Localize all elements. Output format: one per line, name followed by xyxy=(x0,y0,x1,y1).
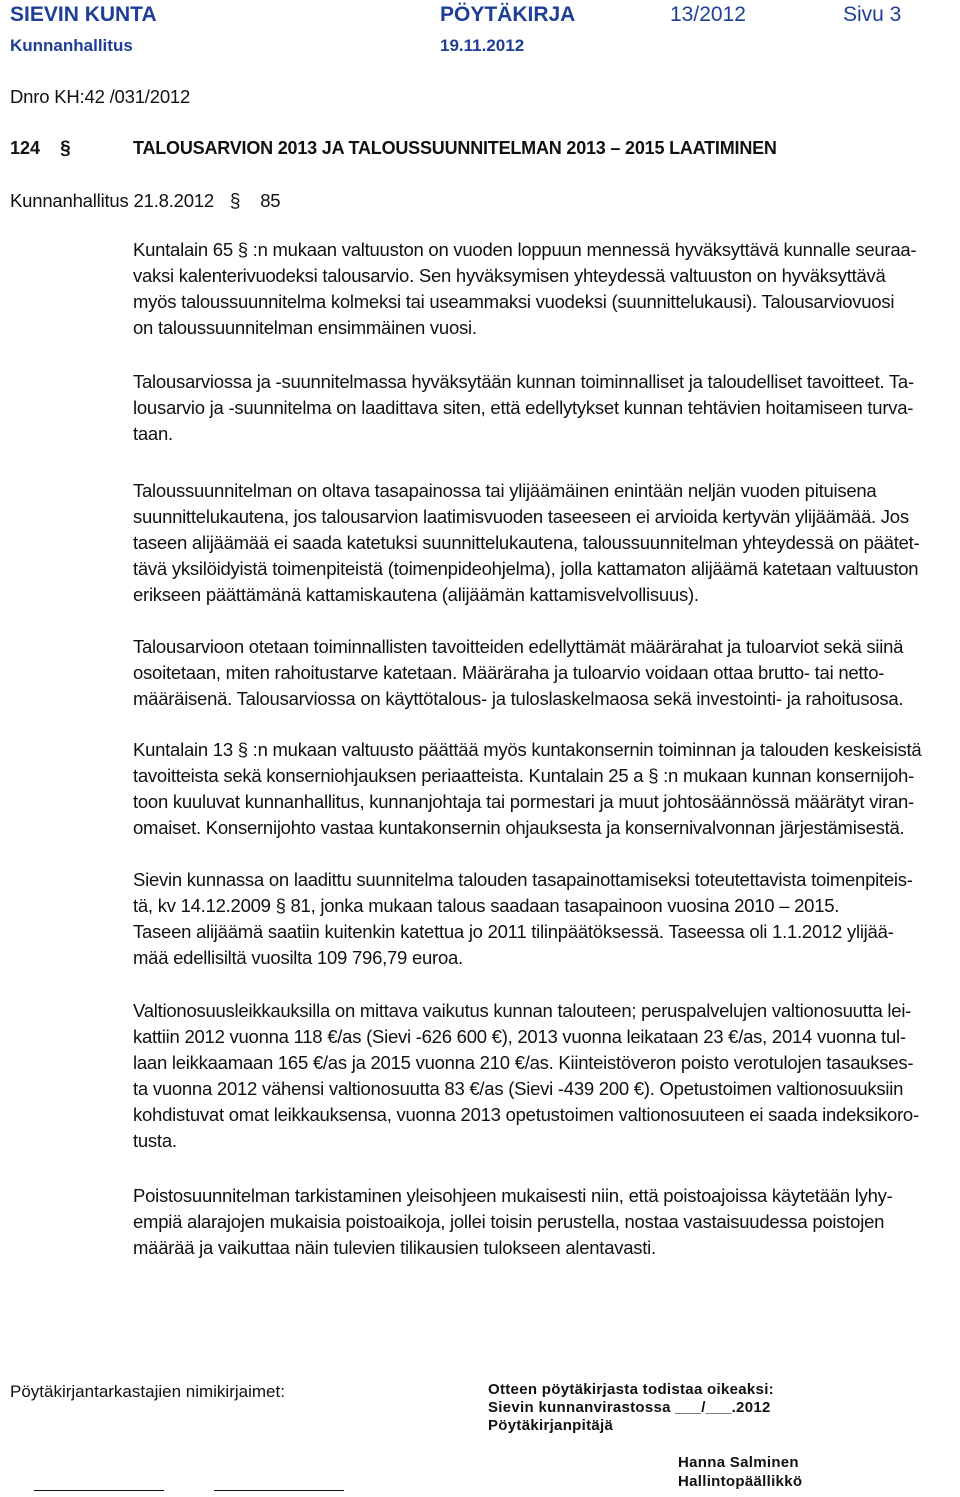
meeting-date: 19.11.2012 xyxy=(440,36,525,55)
paragraph-line: ta vuonna 2012 vähensi valtionosuutta 83 €/as (Sievi -439 200 €). Opetustoimen valtionosuuksiin xyxy=(133,1078,904,1099)
dnro: Dnro KH:42 /031/2012 xyxy=(10,86,191,107)
org-name: SIEVIN KUNTA xyxy=(10,3,157,26)
paragraph-line: tä, kv 14.12.2009 § 81, jonka mukaan talous saadaan tasapainoon vuosina 2010 – 2015. xyxy=(133,895,840,916)
paragraph-5 xyxy=(133,737,953,841)
paragraph-1 xyxy=(133,237,953,341)
paragraph-line: määräisenä. Talousarviossa on käyttötalous- ja tuloslaskelmaosa sekä investointi- ja rahoitusosa. xyxy=(133,688,904,709)
paragraph-line: kattiin 2012 vuonna 118 €/as (Sievi -626 600 €), 2013 vuonna leikataan 23 €/as, 2014 vuonna tul- xyxy=(133,1026,906,1047)
section-symbol: § xyxy=(229,191,241,212)
signer-role: Hallintopäällikkö xyxy=(678,1473,803,1490)
paragraph-line: lousarvio ja -suunnitelma on laadittava siten, että edellytykset kunnan tehtävien hoitamiseen turva- xyxy=(133,397,914,418)
paragraph-line: tavoitteista sekä konserniohjauksen periaatteista. Kuntalain 25 a § :n mukaan kunnan konsernijoh- xyxy=(133,765,915,786)
office-date-line: Sievin kunnanvirastossa ___/___.2012 xyxy=(488,1399,771,1416)
paragraph-line: Valtionosuusleikkauksilla on mittava vaikutus kunnan talouteen; peruspalvelujen valtionosuutta lei- xyxy=(133,1000,912,1021)
paragraph-line: mää edellisiltä vuosilta 109 796,79 euroa. xyxy=(133,947,463,968)
paragraph-line: Kuntalain 13 § :n mukaan valtuusto päättää myös kuntakonsernin toiminnan ja talouden keskeisistä xyxy=(133,739,922,760)
paragraph-line: Taloussuunnitelman on oltava tasapainossa tai ylijäämäinen enintään neljän vuoden pituisena xyxy=(133,480,877,501)
paragraph-line: Kuntalain 65 § :n mukaan valtuuston on vuoden loppuun mennessä hyväksyttävä kunnalle seuraa- xyxy=(133,239,917,260)
paragraph-line: myös taloussuunnitelma kolmeksi tai useammaksi vuodeksi (suunnittelukausi). Talousarviovuosi xyxy=(133,291,895,312)
previous-reference-date: Kunnanhallitus 21.8.2012 xyxy=(10,190,215,211)
certification-text: Otteen pöytäkirjasta todistaa oikeaksi: xyxy=(488,1381,774,1398)
paragraph-line: Talousarvioon otetaan toiminnallisten tavoitteiden edellyttämät määrärahat ja tuloarviot sekä siinä xyxy=(133,636,904,657)
section-number: 124 xyxy=(10,138,41,158)
paragraph-line: omaiset. Konsernijohto vastaa kuntakonsernin ohjauksesta ja konsernivalvonnan järjestämisestä. xyxy=(133,817,905,838)
checkers-initials-label: Pöytäkirjantarkastajien nimikirjaimet: xyxy=(10,1382,285,1401)
paragraph-line: suunnittelukautena, jos talousarvion laatimisvuoden taseeseen ei arvioida kertyvän ylijäämää. Jos xyxy=(133,506,909,527)
paragraph-line: tusta. xyxy=(133,1130,177,1151)
section-title: TALOUSARVION 2013 JA TALOUSSUUNNITELMAN 2013 – 2015 LAATIMINEN xyxy=(133,138,777,158)
section-heading xyxy=(10,138,71,160)
paragraph-2 xyxy=(133,369,953,447)
paragraph-line: toon kuuluvat kunnanhallitus, kunnanjohtaja tai pormestari ja muut johtosäännössä määrätyt viran- xyxy=(133,791,914,812)
paragraph-line: taan. xyxy=(133,423,173,444)
paragraph-line: Taseen alijäämä saatiin kuitenkin katettua jo 2011 tilinpäätöksessä. Taseessa oli 1.1.2012 ylijää- xyxy=(133,921,894,942)
paragraph-line: Poistosuunnitelman tarkistaminen yleisohjeen mukaisesti niin, että poistoajoissa käytetään lyhy- xyxy=(133,1185,893,1206)
section-symbol: § xyxy=(60,138,71,159)
paragraph-8 xyxy=(133,1183,953,1261)
previous-reference xyxy=(10,190,280,213)
paragraph-line: osoitetaan, miten rahoitustarve katetaan. Määräraha ja tuloarvio voidaan ottaa brutto- tai netto- xyxy=(133,662,885,683)
signer-name: Hanna Salminen xyxy=(678,1454,799,1471)
paragraph-4 xyxy=(133,634,953,712)
paragraph-6 xyxy=(133,867,953,971)
paragraph-line: taseen alijäämää ei saada katetuksi suunnittelukautena, taloussuunnitelman yhteydessä on päätet- xyxy=(133,532,920,553)
paragraph-7 xyxy=(133,998,953,1154)
paragraph-line: erikseen päättämänä kattamiskautena (alijäämän kattamisvelvollisuus). xyxy=(133,584,699,605)
paragraph-line: määrää ja vaikuttaa näin tulevien tilikausien tulokseen alentavasti. xyxy=(133,1237,656,1258)
paragraph-line: vaksi kalenterivuodeksi talousarvio. Sen hyväksymisen yhteydessä valtuuston on hyväksyttävä xyxy=(133,265,886,286)
paragraph-line: tävä yksilöidyistä toimenpiteistä (toimenpideohjelma), jolla kattamaton alijäämä katetaan valtuuston xyxy=(133,558,919,579)
page-number: Sivu 3 xyxy=(843,3,902,26)
keeper-label: Pöytäkirjanpitäjä xyxy=(488,1417,614,1434)
paragraph-line: Talousarviossa ja -suunnitelmassa hyväksytään kunnan toiminnalliset ja taloudelliset tavoitteet. Ta- xyxy=(133,371,914,392)
paragraph-line: Sievin kunnassa on laadittu suunnitelma talouden tasapainottamiseksi toteutettavista toimenpiteis- xyxy=(133,869,913,890)
doc-type: PÖYTÄKIRJA xyxy=(440,3,576,26)
previous-reference-section: 85 xyxy=(260,190,281,211)
paragraph-line: on taloussuunnitelman ensimmäinen vuosi. xyxy=(133,317,477,338)
paragraph-line: kohdistuvat omat leikkauksensa, vuonna 2013 opetustoimen valtionosuuteen ei saada indeksikoro- xyxy=(133,1104,919,1125)
meeting-body: Kunnanhallitus xyxy=(10,36,133,55)
paragraph-line: empiä alarajojen mukaisia poistoaikoja, jollei toisin perustella, nostaa vastaisuudessa poistojen xyxy=(133,1211,885,1232)
paragraph-3 xyxy=(133,478,953,608)
signature-line xyxy=(34,1490,164,1491)
paragraph-line: laan leikkaamaan 165 €/as ja 2015 vuonna 210 €/as. Kiinteistöveron poisto verotulojen tasaukses- xyxy=(133,1052,914,1073)
signature-line xyxy=(214,1490,344,1491)
doc-number: 13/2012 xyxy=(670,3,746,26)
